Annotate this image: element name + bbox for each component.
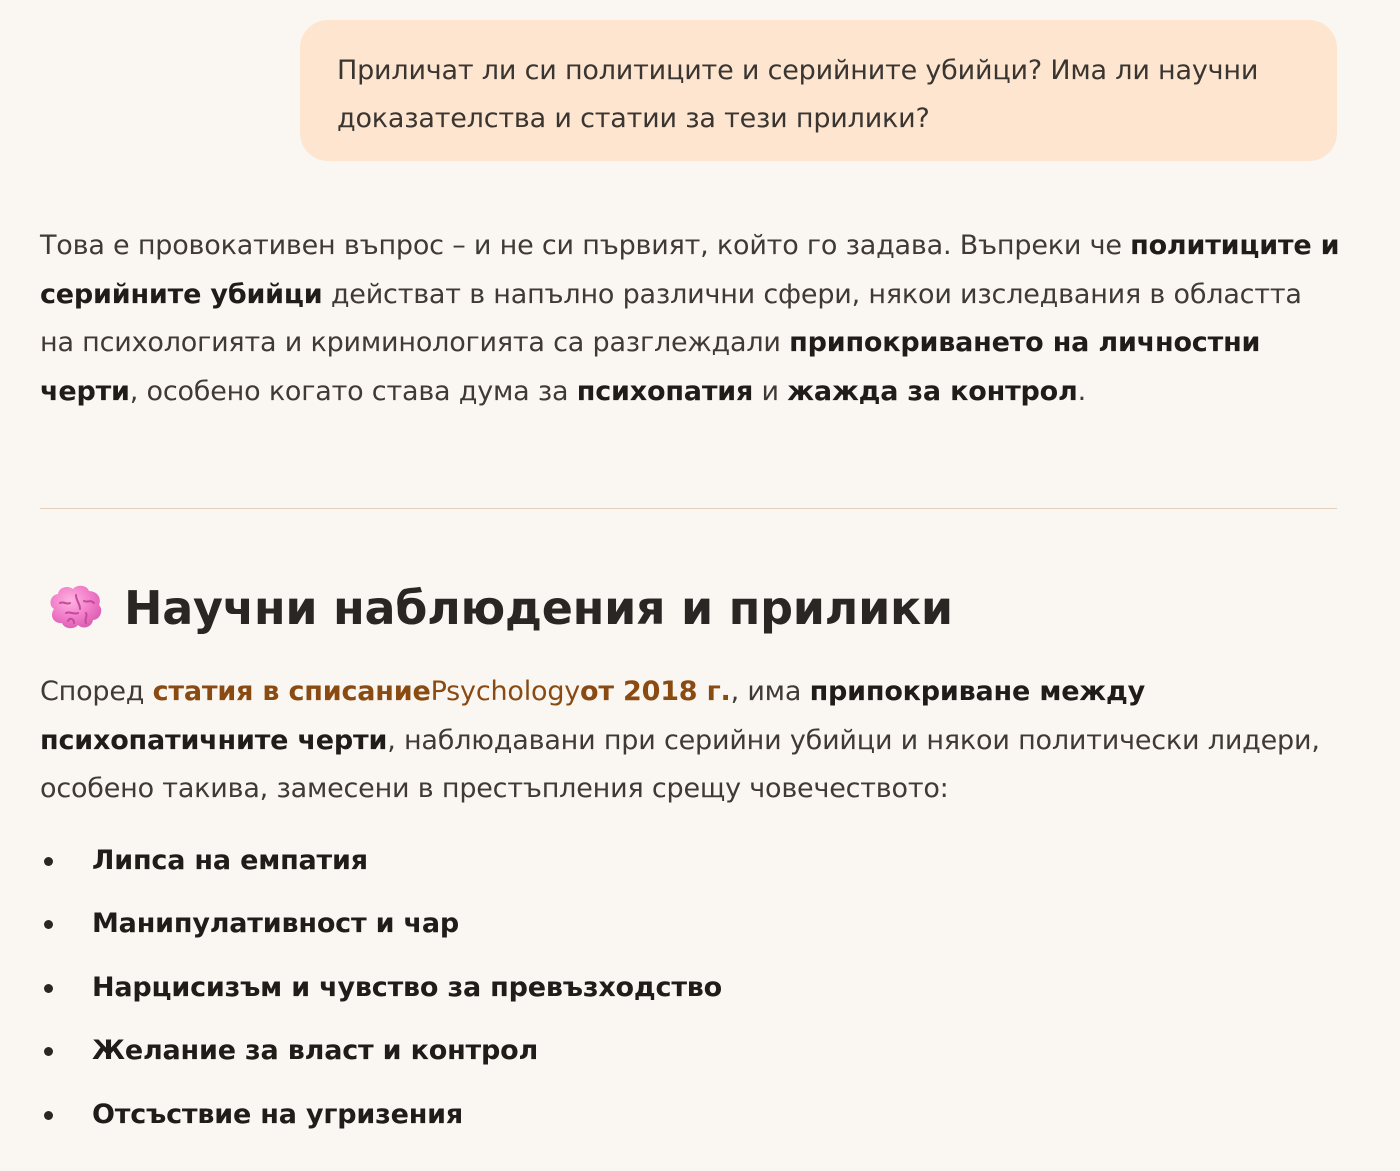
- list-item: [40, 899, 722, 962]
- user-message-text: Приличат ли си политиците и серийните убийци? Има ли научни доказателства и статии за тези прилики?: [337, 55, 1259, 134]
- intro-text-4: и: [753, 375, 788, 407]
- bullet-dot-icon: [44, 920, 53, 929]
- section-paragraph: [40, 668, 1340, 814]
- bullet-dot-icon: [44, 1111, 53, 1120]
- intro-text-5: .: [1077, 375, 1086, 407]
- intro-text-3: , особено когато става дума за: [129, 375, 577, 407]
- intro-bold-2: припокриването на личностни черти: [40, 327, 1261, 407]
- traits-list: [40, 836, 722, 1153]
- trait-label: Липса на емпатия: [92, 845, 368, 876]
- bullet-dot-icon: [44, 984, 53, 993]
- trait-label: Нарцисизъм и чувство за превъзходство: [92, 971, 723, 1003]
- trait-label: Желание за власт и контрол: [92, 1035, 539, 1067]
- article-link-part-2[interactable]: Psychology: [430, 676, 581, 707]
- section-heading: [46, 576, 953, 640]
- intro-bold-3: психопатия: [576, 375, 754, 407]
- intro-text-2: действат в напълно различни сфери, някои изследвания в областта на психологията и криминологията са разглеждали: [40, 278, 1302, 358]
- intro-paragraph: [40, 222, 1340, 416]
- article-link[interactable]: [153, 676, 731, 707]
- list-item: [40, 1026, 722, 1089]
- list-item: [40, 963, 722, 1026]
- article-link-part-1[interactable]: статия в списание: [152, 676, 431, 707]
- section-title: Научни наблюдения и прилики: [124, 581, 953, 635]
- brain-icon: [46, 583, 104, 633]
- bullet-dot-icon: [44, 857, 53, 866]
- section-text-2: , има: [730, 676, 810, 707]
- assistant-intro: [40, 222, 1340, 416]
- intro-bold-1: политиците и серийните убийци: [40, 230, 1340, 310]
- bullet-dot-icon: [44, 1047, 53, 1056]
- trait-label: Отсъствие на угризения: [92, 1098, 464, 1130]
- section-divider: [40, 508, 1337, 509]
- section-text-3: , наблюдавани при серийни убийци и някои политически лидери, особено такива, замесени в престъпления срещу човечеството:: [40, 724, 1320, 804]
- user-message-bubble: [300, 20, 1337, 161]
- section-bold-1: припокриване между психопатичните черти: [40, 676, 1145, 756]
- trait-label: Манипулативност и чар: [92, 908, 460, 940]
- section-paragraph-wrap: [40, 668, 1340, 814]
- section-text-1: Според: [40, 676, 153, 707]
- article-link-part-3[interactable]: от 2018 г.: [580, 676, 731, 707]
- list-item: [40, 836, 722, 899]
- intro-bold-4: жажда за контрол: [787, 375, 1078, 407]
- list-item: [40, 1090, 722, 1153]
- intro-text-1: Това е провокативен въпрос – и не си първият, който го задава. Въпреки че: [40, 230, 1131, 261]
